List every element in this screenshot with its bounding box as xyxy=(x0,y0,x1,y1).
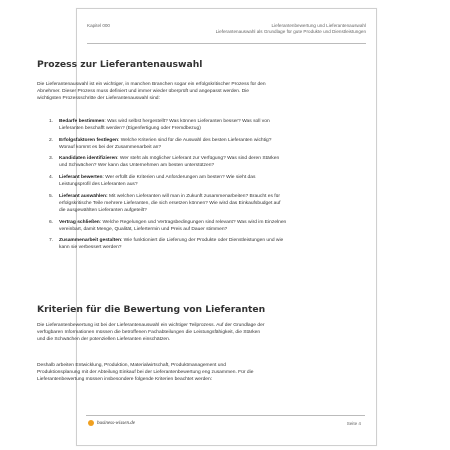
step-text: : Was wird selbst hergestellt? Was können Lieferanten besser? Was soll von Lieferanten beschafft werden? (Eigenfertigung oder Fremdbezug) xyxy=(59,119,270,132)
step-text: : Wer erfüllt die Kriterien und Anforderungen am besten? Wie sieht das Leistungsprofil des Lieferanten aus? xyxy=(59,175,256,188)
kriterien-paragraph-1: Die Lieferantenbewertung ist bei der Lieferantenauswahl ein wichtiger Teilprozess. Auf der Grundlage der verfügbaren Informationen müssen die betroffenen Fachabteilungen die Leistungsfähigkeit, die Stärken und die Schwächen der potenziellen Lieferanten einschätzen. xyxy=(37,323,265,343)
step-title: Erfolgsfaktoren festlegen xyxy=(59,137,118,143)
step-title: Zusammenarbeit gestalten xyxy=(59,238,121,244)
logo-text: business-wissen.de xyxy=(97,420,135,426)
header-title-line1: Lieferantenbewertung und Lieferantenauswahl xyxy=(271,23,366,28)
step-text: : Wie funktioniert die Lieferung der Produkte oder Dienstleistungen und wie kann sie verbessert werden? xyxy=(59,238,284,251)
list-item xyxy=(59,237,287,251)
intro-paragraph: Die Lieferantenauswahl ist ein wichtiger, in manchen Branchen sogar ein erfolgskritischer Prozess für den Abnehmer. Dieser Prozess muss definiert und immer wieder überprüft und angepasst werden. Die wichtigsten Prozessschritte der Lieferantenauswahl sind: xyxy=(37,82,266,102)
step-text: : Wer steht als möglicher Lieferant zur Verfügung? Was sind deren Stärken und Schwächen? Wer kann das Unternehmen am besten unterstützen? xyxy=(59,156,280,169)
list-item xyxy=(59,118,287,132)
step-title: Kandidaten identifizieren xyxy=(59,156,118,162)
list-item xyxy=(59,219,287,233)
step-title: Vertrag schließen xyxy=(59,219,100,225)
kriterien-paragraph-2: Deshalb arbeiten Entwicklung, Produktion, Materialwirtschaft, Produktmanagement und Produktionsplanung mit der Abteilung Einkauf bei der Lieferantenbewertung eng zusammen. Für die Lieferantenbewertung müssen insbesondere folgende Kriterien beachtet werden: xyxy=(37,363,254,383)
page-number: Seite 4 xyxy=(346,421,361,426)
chapter-label: Kapitel 000 xyxy=(87,23,110,28)
step-text: : Welche Regelungen und Vertragsbedingungen sind relevant? Was wird im Einzelnen vereinbart, damit Menge, Qualität, Liefertermin und Preis auf Dauer stimmen? xyxy=(59,219,287,232)
list-item xyxy=(59,155,287,169)
process-steps-list xyxy=(37,118,287,256)
header-title xyxy=(216,23,366,35)
step-title: Lieferant auswählen: xyxy=(59,193,108,199)
page-header xyxy=(87,21,366,44)
step-title: Bedarfe bestimmen xyxy=(59,119,105,124)
header-title-line2: Lieferantenauswahl als Grundlage für gute Produkte und Dienstleistungen xyxy=(215,29,366,34)
list-item xyxy=(59,174,287,188)
step-title: Lieferant bewerten xyxy=(59,175,103,181)
list-item xyxy=(59,193,287,214)
section-heading-kriterien: Kriterien für die Bewertung von Lieferanten xyxy=(37,304,266,315)
section-heading-prozess: Prozess zur Lieferantenauswahl xyxy=(37,59,203,70)
step-text: Mit welchen Lieferanten will man in Zukunft zusammenarbeiten? Braucht es für erfolgskritische Teile mehrere Lieferanten, die sich ersetzen können? Wie wird das Einkaufsbudget auf die ausgewählten Lieferanten aufgeteilt? xyxy=(59,193,281,213)
step-text: : Welche Kriterien sind für die Auswahl des besten Lieferanten wichtig? Worauf kommt es bei der Zusammenarbeit an? xyxy=(59,137,272,150)
list-item xyxy=(59,137,287,151)
